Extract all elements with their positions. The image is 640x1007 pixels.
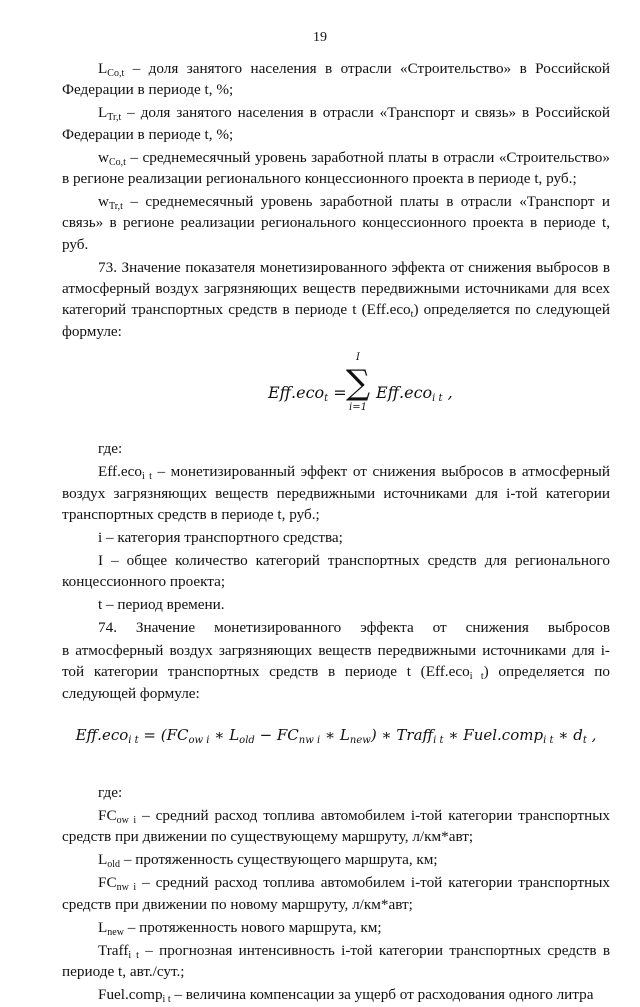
formula-term: ∗ L [209,726,240,745]
symbol: L [98,104,108,122]
definition-text: – протяженность нового маршрута, км; [123,918,382,936]
item-74-text: в атмосферный воздух загрязняющих веществ передвижными источниками для i-той категории транспортных средств в периоде t (Eff.eco [62,641,610,681]
definition-text: – доля занятого населения в отрасли «Строительство» в Российской Федерации в периоде t, %; [62,60,610,99]
subscript: i t [432,393,443,405]
definition-i: i – категория транспортного средства; [98,528,343,546]
subscript: i t [142,471,152,483]
formula-comma: , [586,726,597,745]
subscript: t [324,393,329,405]
definition-text: – доля занятого населения в отрасли «Транспорт и связь» в Российской Федерации в периоде t, %; [62,104,610,143]
definition-text: – величина компенсации за ущерб от расходования одного литра [170,985,594,1003]
definition-fcnw [62,872,610,915]
definition-lco [62,58,610,101]
item-73-text: 73. Значение показателя монетизированного эффекта от снижения выбросов в атмосферный воздух загрязняющих веществ передвижными источниками для всех категорий транспортных средств в периоде t (Eff.eco [62,258,610,319]
definition-effeco-it [62,461,610,525]
formula-eff-eco-it [62,708,610,762]
symbol: L [98,60,108,77]
subscript: i t [162,993,171,1005]
definition-fuel-comp [62,984,610,1005]
subscript: t [410,309,414,321]
definition-lold [62,849,610,870]
formula-term: ) ∗ Traff [370,726,434,745]
formula-comma: , [442,383,453,403]
definition-text: – среднемесячный уровень заработной платы в отрасли «Строительство» в регионе реализации регионального концессионного проекта в периоде t, руб.; [62,148,610,188]
subscript: i t [433,735,444,747]
definition-wtr [62,191,610,255]
formula-term: ∗ Fuel.comp [443,726,544,745]
formula-term: Eff.eco [376,383,433,403]
subscript: Co,t [107,68,125,79]
definition-ltr [62,102,610,145]
symbol: FC [98,874,117,892]
symbol: Traff [98,941,129,959]
definition-traff [62,940,610,983]
sum-upper-limit: I [356,352,360,364]
summation [344,352,372,414]
where-label-2: где: [98,784,123,802]
formula-term: ∗ d [553,726,583,745]
item-74-first-line: 74. Значение монетизированного эффекта от снижения выбросов [98,619,610,637]
formula-term: Eff.eco [268,383,325,403]
subscript: Tr,t [108,200,123,212]
equals-sign: = [328,383,347,403]
document-body [62,58,610,1007]
item-73-text-end: ) определяется по следующей формуле: [62,301,610,340]
formula-term: = (FC [138,726,189,745]
symbol: w [98,192,109,210]
formula-term: Eff.eco [75,726,129,745]
subscript: t [582,735,587,747]
definition-text: – монетизированный эффект от снижения выбросов в атмосферный воздух загрязняющих веществ передвижными источниками для i-той категории транспортных средств в периоде t, руб.; [62,463,610,523]
subscript: ow i [188,735,210,747]
formula-rhs [376,382,453,403]
subscript: ow i [116,815,137,827]
subscript: new [107,926,124,938]
item-74-text-end: ) определяется по следующей формуле: [62,663,610,702]
symbol: Fuel.comp [98,985,163,1003]
definition-text: – прогнозная интенсивность i-той категории транспортных средств в периоде t, авт./сут.; [62,941,610,980]
formula-lhs [268,382,347,403]
formula-term: − FC [254,726,299,745]
subscript: i t [128,949,139,961]
definition-text: – средний расход топлива автомобилем i-той категории транспортных средств при движении по новому маршруту, л/км*авт; [62,874,610,913]
spacer [62,770,610,782]
sum-lower-limit: i=1 [349,402,367,414]
where-label-1: где: [98,440,123,458]
subscript: old [107,859,121,871]
definition-t: t – период времени. [98,596,225,614]
definition-wco [62,147,610,190]
definition-text: – средний расход топлива автомобилем i-той категории транспортных средств при движении по существующему маршруту, л/км*авт; [62,807,610,846]
formula-term: ∗ L [320,726,350,745]
subscript: Co,t [108,156,126,168]
definition-I: I – общее количество категорий транспортных средств для регионального концессионного проекта; [62,551,610,591]
item-74 [62,640,610,704]
subscript: i t [469,671,484,683]
symbol: L [98,918,108,936]
symbol: L [98,851,108,869]
subscript: new [349,735,371,747]
symbol: w [98,148,109,166]
definition-text: – протяженность существующего маршрута, км; [120,851,438,869]
item-73 [62,257,610,343]
subscript: i t [128,735,139,747]
subscript: old [239,735,255,747]
symbol: FC [98,807,117,825]
page-number: 19 [313,30,327,45]
subscript: Tr,t [107,112,122,124]
subscript: nw i [298,735,321,747]
subscript: nw i [116,882,137,894]
subscript: i t [543,735,554,747]
symbol: Eff.eco [98,463,142,481]
definition-lnew [62,917,610,938]
formula-eff-eco-total [62,352,610,430]
sigma-symbol: ∑ [345,363,371,404]
definition-fcow [62,805,610,848]
definition-text: – среднемесячный уровень заработной платы в отрасли «Транспорт и связь» в регионе реализации регионального концессионного проекта в периоде t, руб. [62,192,610,253]
